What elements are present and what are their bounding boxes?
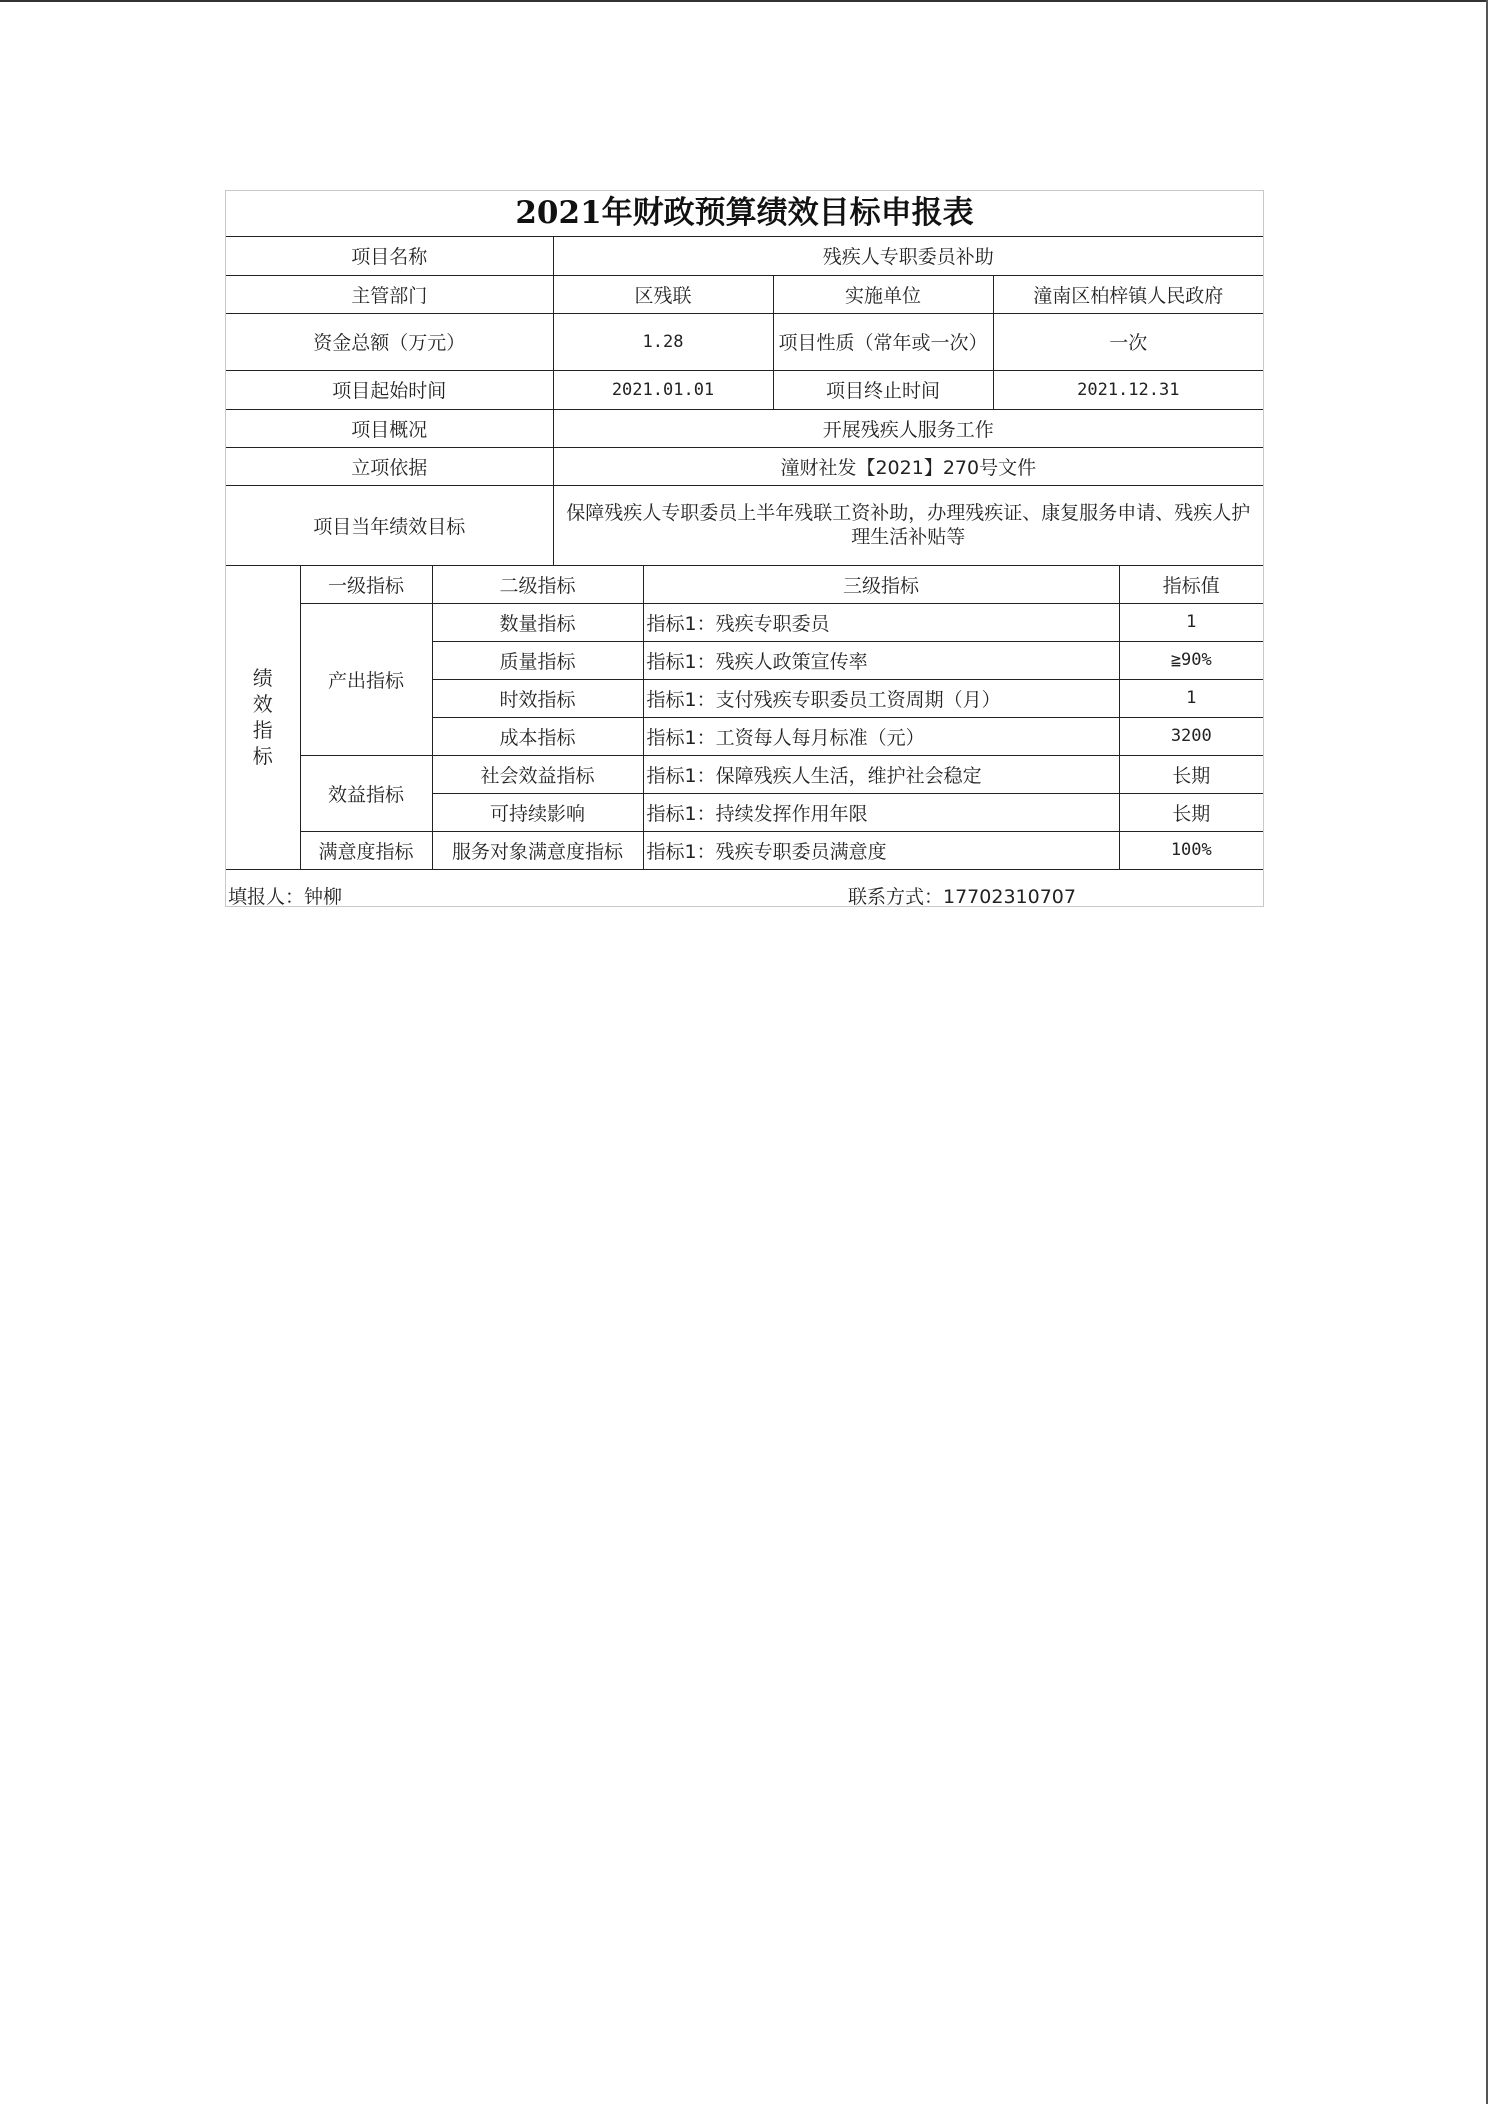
level1-satisfaction: 满意度指标 (300, 831, 432, 869)
value-cell: 长期 (1119, 793, 1263, 831)
level2-cell: 社会效益指标 (432, 755, 643, 793)
fund-value: 1.28 (553, 313, 773, 370)
overview-value: 开展残疾人服务工作 (553, 409, 1263, 447)
level3-cell: 指标1：残疾专职委员 (643, 603, 1119, 641)
end-label: 项目终止时间 (773, 370, 993, 409)
goal-value: 保障残疾人专职委员上半年残联工资补助，办理残疾证、康复服务申请、残疾人护理生活补贴等 (553, 485, 1263, 565)
header-level1: 一级指标 (300, 565, 432, 603)
level2-cell: 数量指标 (432, 603, 643, 641)
header-level2: 二级指标 (432, 565, 643, 603)
value-cell: 100% (1119, 831, 1263, 869)
row-basis (226, 447, 1263, 485)
header-level3: 三级指标 (643, 565, 1119, 603)
start-value: 2021.01.01 (553, 370, 773, 409)
nature-value: 一次 (993, 313, 1263, 370)
level2-cell: 服务对象满意度指标 (432, 831, 643, 869)
filler-name: 填报人：钟柳 (228, 885, 343, 908)
indicator-row (226, 603, 1263, 641)
section-char: 效 (252, 692, 273, 716)
nature-label: 项目性质（常年或一次） (773, 313, 993, 370)
goal-label: 项目当年绩效目标 (226, 485, 553, 565)
overview-label: 项目概况 (226, 409, 553, 447)
level3-cell: 指标1：保障残疾人生活，维护社会稳定 (643, 755, 1119, 793)
page-border-top (0, 0, 1488, 2)
form-footer (226, 870, 1263, 906)
level2-cell: 质量指标 (432, 641, 643, 679)
level3-cell: 指标1：残疾专职委员满意度 (643, 831, 1119, 869)
project-name-value: 残疾人专职委员补助 (553, 237, 1263, 275)
project-name-label: 项目名称 (226, 237, 553, 275)
level1-output: 产出指标 (300, 603, 432, 755)
value-cell: 长期 (1119, 755, 1263, 793)
value-cell: 1 (1119, 603, 1263, 641)
section-char: 绩 (252, 666, 273, 690)
row-goal (226, 485, 1263, 565)
form-title: 2021年财政预算绩效目标申报表 (226, 191, 1263, 237)
indicator-row (226, 831, 1263, 869)
value-cell: ≧90% (1119, 641, 1263, 679)
section-char: 标 (252, 744, 273, 768)
contact-info: 联系方式：17702310707 (848, 885, 1076, 908)
level2-cell: 可持续影响 (432, 793, 643, 831)
indicator-header-row (226, 565, 1263, 603)
row-dates (226, 370, 1263, 409)
performance-indicator-section-label (226, 565, 300, 869)
level2-cell: 时效指标 (432, 679, 643, 717)
budget-performance-form (225, 190, 1264, 907)
section-char: 指 (252, 718, 273, 742)
end-value: 2021.12.31 (993, 370, 1263, 409)
dept-label: 主管部门 (226, 275, 553, 313)
level2-cell: 成本指标 (432, 717, 643, 755)
impl-unit-value: 潼南区柏梓镇人民政府 (993, 275, 1263, 313)
header-value: 指标值 (1119, 565, 1263, 603)
indicator-row (226, 755, 1263, 793)
level3-cell: 指标1：持续发挥作用年限 (643, 793, 1119, 831)
fund-label: 资金总额（万元） (226, 313, 553, 370)
level1-benefit: 效益指标 (300, 755, 432, 831)
basis-value: 潼财社发【2021】270号文件 (553, 447, 1263, 485)
start-label: 项目起始时间 (226, 370, 553, 409)
level3-cell: 指标1：工资每人每月标准（元） (643, 717, 1119, 755)
form-table (226, 237, 1263, 870)
row-project-name (226, 237, 1263, 275)
basis-label: 立项依据 (226, 447, 553, 485)
row-fund (226, 313, 1263, 370)
level3-cell: 指标1：残疾人政策宣传率 (643, 641, 1119, 679)
value-cell: 3200 (1119, 717, 1263, 755)
impl-unit-label: 实施单位 (773, 275, 993, 313)
value-cell: 1 (1119, 679, 1263, 717)
dept-value: 区残联 (553, 275, 773, 313)
row-overview (226, 409, 1263, 447)
row-department (226, 275, 1263, 313)
level3-cell: 指标1：支付残疾专职委员工资周期（月） (643, 679, 1119, 717)
